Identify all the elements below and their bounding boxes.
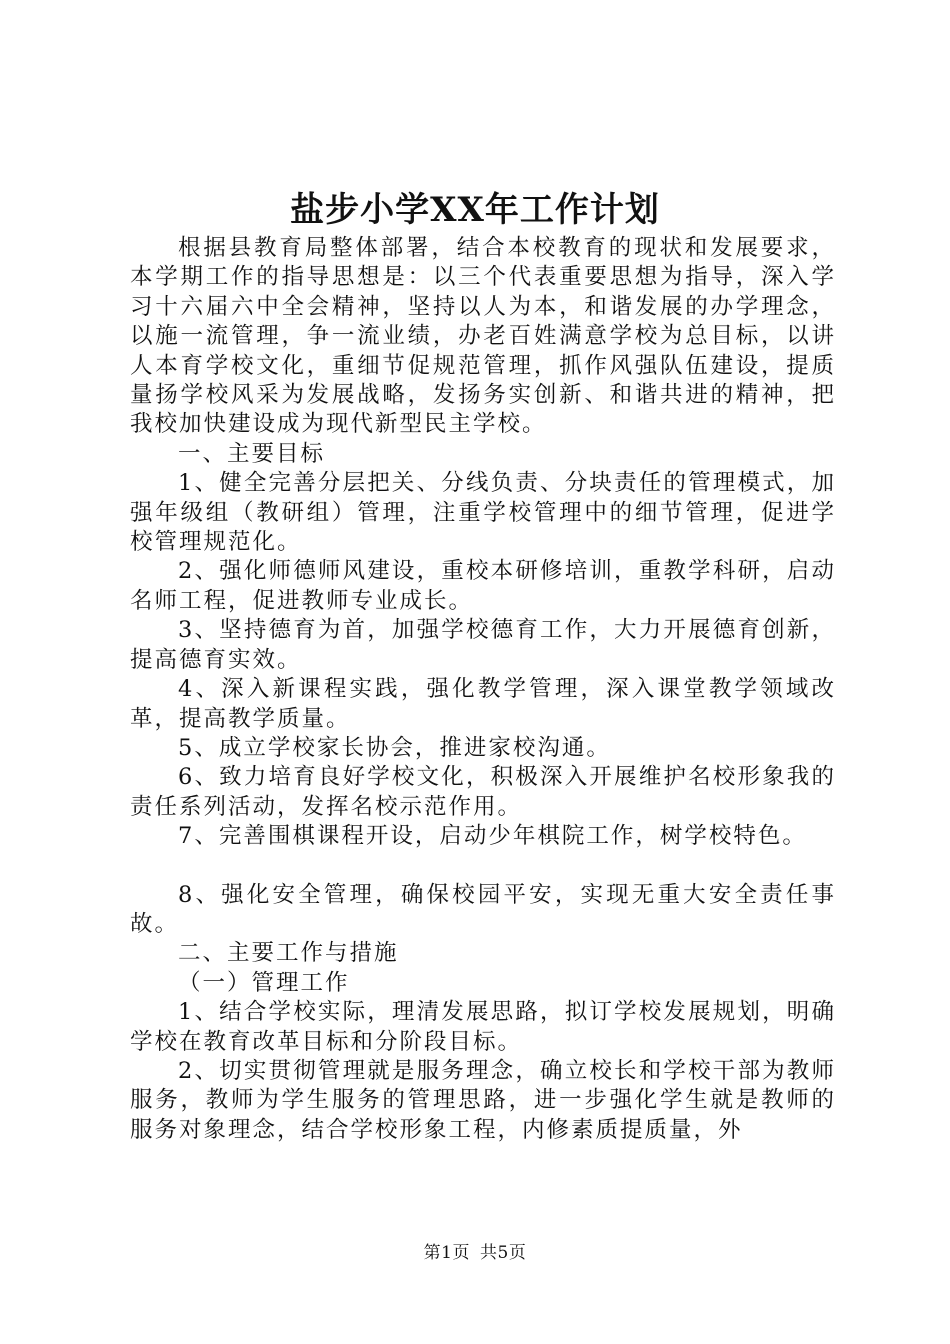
goal-item-5: 5、成立学校家长协会，推进家校沟通。 xyxy=(178,734,611,761)
goal-item-4: 4、深入新课程实践，强化教学管理，深入课堂教学领域改革，提高教学质量。 xyxy=(130,676,836,732)
document-body xyxy=(130,234,836,1145)
goal-item-1: 1、健全完善分层把关、分线负责、分块责任的管理模式，加强年级组（教研组）管理，注重学校管理中的细节管理，促进学校管理规范化。 xyxy=(130,470,836,556)
section-heading-goals: 一、主要目标 xyxy=(178,440,326,467)
measure-item-2: 2、切实贯彻管理就是服务理念，确立校长和学校干部为教师服务，教师为学生服务的管理思路，进一步强化学生就是教师的服务对象理念，结合学校形象工程，内修素质提质量，外 xyxy=(130,1057,836,1143)
goal-item-2: 2、强化师德师风建设，重校本研修培训，重教学科研，启动名师工程，促进教师专业成长。 xyxy=(130,558,836,614)
page-total: 共5页 xyxy=(480,1243,527,1263)
goal-item-7: 7、完善围棋课程开设，启动少年棋院工作，树学校特色。 xyxy=(178,823,807,850)
intro-paragraph: 根据县教育局整体部署，结合本校教育的现状和发展要求，本学期工作的指导思想是：以三个代表重要思想为指导，深入学习十六届六中全会精神，坚持以人为本，和谐发展的办学理念，以施一流管理，争一流业绩，办老百姓满意学校为总目标，以讲人本育学校文化，重细节促规范管理，抓作风强队伍建设，提质量扬学校风采为发展战略，发扬务实创新、和谐共进的精神，把我校加快建设成为现代新型民主学校。 xyxy=(130,235,836,438)
document-title: 盐步小学XX年工作计划 xyxy=(290,190,660,230)
goal-item-6: 6、致力培育良好学校文化，积极深入开展维护名校形象我的责任系列活动，发挥名校示范作用。 xyxy=(130,764,836,820)
goal-item-8: 8、强化安全管理，确保校园平安，实现无重大安全责任事故。 xyxy=(130,881,836,937)
subsection-heading-management: （一）管理工作 xyxy=(178,969,350,996)
page-footer xyxy=(0,1241,950,1265)
measure-item-1: 1、结合学校实际，理清发展思路，拟订学校发展规划，明确学校在教育改革目标和分阶段目标。 xyxy=(130,999,836,1055)
goal-item-3: 3、坚持德育为首，加强学校德育工作，大力开展德育创新，提高德育实效。 xyxy=(130,617,836,673)
section-heading-measures: 二、主要工作与措施 xyxy=(178,940,399,967)
page-number: 第1页 xyxy=(423,1243,470,1263)
